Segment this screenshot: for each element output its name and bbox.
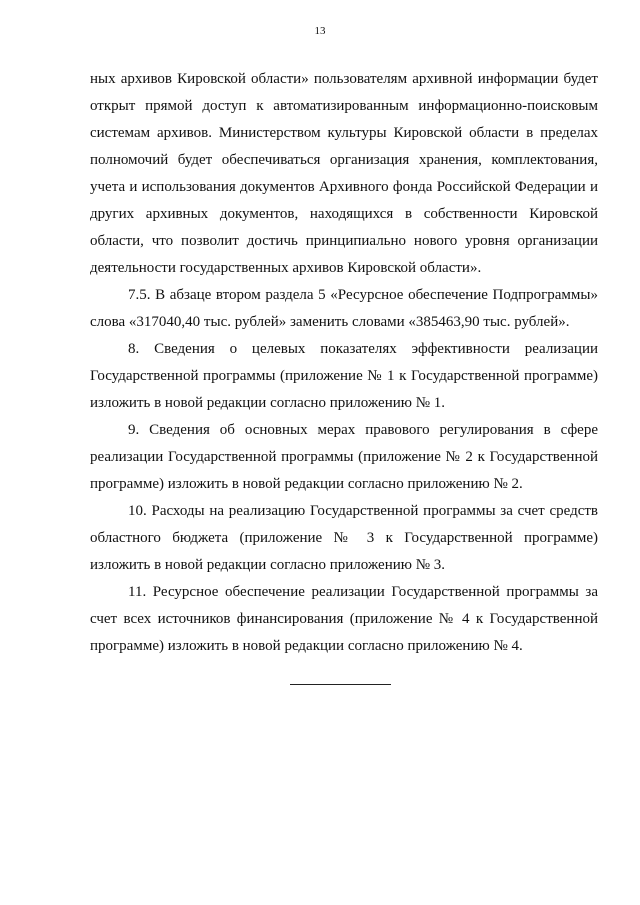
paragraph-item-9: 9. Сведения об основных мерах правового регулирования в сфере реализации Государственной программы (приложение № 2 к Государственной программе) изложить в новой редакции согласно приложению № 2. <box>90 422 598 492</box>
paragraph-item-8: 8. Сведения о целевых показателях эффективности реализации Государственной программы (приложение № 1 к Государственной программе) изложить в новой редакции согласно приложению № 1. <box>90 341 598 411</box>
paragraph-continued: ных архивов Кировской области» пользователям архивной информации будет открыт прямой доступ к автоматизированным информационно-поисковым системам архивов. Министерством культуры Кировской области в пределах полномочий будет обеспечиваться организация хранения, комплектования, учета и использования документов Архивного фонда Российской Федерации и других архивных документов, находящихся в собственности Кировской области, что позволит достичь принципиально нового уровня организации деятельности государственных архивов Кировской области». <box>90 71 598 276</box>
document-body <box>90 66 598 660</box>
page-number: 13 <box>314 25 326 37</box>
paragraph-item-11: 11. Ресурсное обеспечение реализации Государственной программы за счет всех источников финансирования (приложение № 4 к Государственной программе) изложить в новой редакции согласно приложению № 4. <box>90 584 598 654</box>
paragraph-item-10: 10. Расходы на реализацию Государственной программы за счет средств областного бюджета (приложение № 3 к Государственной программе) изложить в новой редакции согласно приложению № 3. <box>90 503 598 573</box>
paragraph-item-7-5: 7.5. В абзаце втором раздела 5 «Ресурсное обеспечение Подпрограммы» слова «317040,40 тыс. рублей» заменить словами «385463,90 тыс. рублей». <box>90 287 598 330</box>
end-divider-line <box>290 684 391 685</box>
